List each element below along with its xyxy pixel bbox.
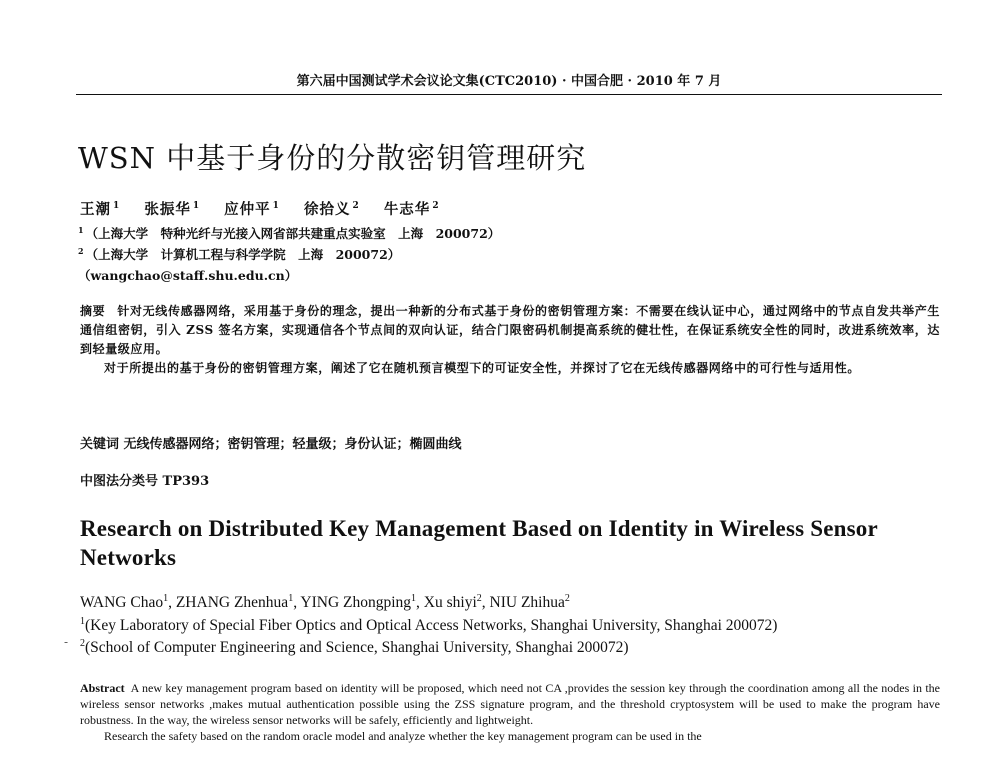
english-author-list: WANG Chao$^1$, ZHANG Zhenhua$^1$, YING Zhongping$^1$, Xu shiyi$^2$, NIU Zhihua$^2$ (80, 593, 570, 612)
chinese-affiliation-2: $^2$ （上海大学 计算机工程与科学学院 上海 200072） (78, 245, 401, 262)
running-header: 第六届中国测试学术会议论文集(CTC2010) · 中国合肥 · 2010 年 7 月 (76, 70, 942, 95)
chinese-keywords: 关键词 无线传感器网络；密钥管理；轻量级；身份认证；椭圆曲线 (80, 437, 462, 452)
chinese-abstract-label: 摘要 (80, 304, 106, 318)
chinese-author: 张振华 $^1$ (144, 201, 201, 218)
chinese-abstract-para-1: 摘要 针对无线传感器网络，采用基于身份的理念，提出一种新的分布式基于身份的密钥管理方案：不需要在线认证中心，通过网络中的节点自发共举产生通信组密钥，引入 ZSS 签名方案，实现通信各个节点间的双向认证，结合门限密码机制提高系统的健壮性，在保证系统安全性的同时，改进系统效率，达到轻量级应用。 (80, 304, 941, 356)
english-abstract-para-2: Research the safety based on the random oracle model and analyze whether the key management program can be used in the (104, 729, 702, 743)
author-email: （wangchao@staff.shu.edu.cn） (78, 268, 298, 283)
chinese-title: WSN 中基于身份的分散密钥管理研究 (78, 141, 587, 175)
english-author: YING Zhongping$^1$ (300, 593, 417, 612)
chinese-author: 王潮 $^1$ (80, 201, 121, 218)
chinese-author: 徐拾义 $^2$ (303, 201, 360, 218)
english-abstract (80, 680, 940, 744)
chinese-author: 应仲平 $^1$ (224, 201, 280, 218)
english-author: ZHANG Zhenhua$^1$ (175, 593, 294, 612)
english-title: Research on Distributed Key Management Based on Identity in Wireless Sensor Networks (80, 516, 878, 570)
chinese-author-list (80, 198, 458, 219)
english-author: NIU Zhihua$^2$ (489, 593, 570, 612)
english-abstract-label: Abstract (80, 681, 125, 695)
english-abstract-para-1: Abstract A new key management program based on identity will be proposed, which need not CA ,provides the session key through the coordination among all the nodes in the wireless sensor networks ,makes mutual authentication possible using the ZSS signature program, and the threshold cryptosystem will be used to make the program have robustness. In the way, the wireless sensor networks will be safely, efficiently and lightweight. (80, 681, 940, 727)
scan-artifact-dash: - (64, 635, 69, 649)
chinese-affiliation-1: $^1$ （上海大学 特种光纤与光接入网省部共建重点实验室 上海 200072） (78, 224, 501, 241)
english-author: WANG Chao$^1$ (80, 593, 169, 612)
english-affiliation-1: $^1$(Key Laboratory of Special Fiber Optics and Optical Access Networks, Shanghai University, Shanghai 200072) (80, 616, 778, 635)
chinese-abstract (80, 302, 940, 378)
english-affiliation-2: $^2$(School of Computer Engineering and Science, Shanghai University, Shanghai 200072) (80, 638, 629, 657)
chinese-abstract-para-2: 对于所提出的基于身份的密钥管理方案，阐述了它在随机预言模型下的可证安全性，并探讨了它在无线传感器网络中的可行性与适用性。 (104, 361, 861, 375)
classification-number: 中图法分类号 TP393 (80, 474, 210, 489)
chinese-author: 牛志华 $^2$ (383, 201, 440, 218)
english-author: Xu shiyi$^2$ (423, 593, 482, 612)
